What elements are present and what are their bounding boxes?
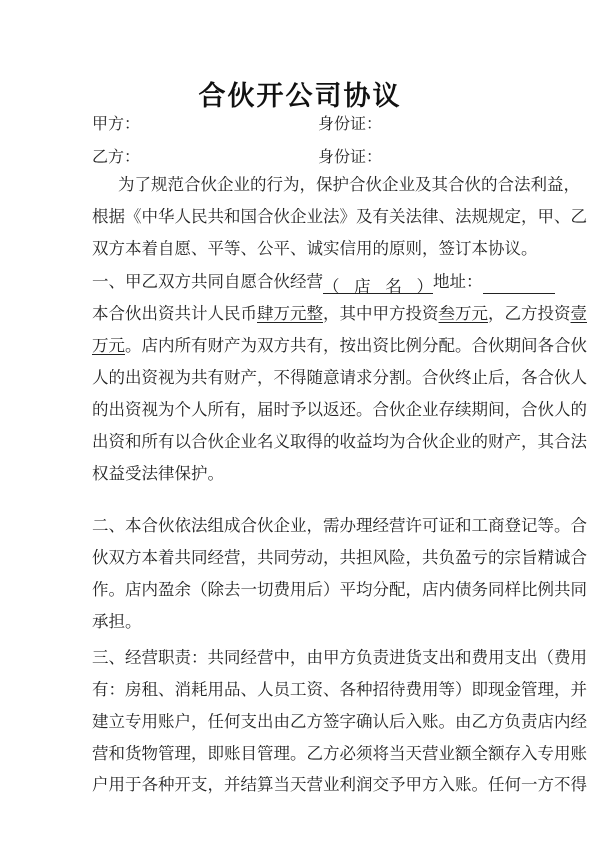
underlined-field: 万元 <box>92 336 125 355</box>
clause-1-line <box>92 430 587 454</box>
clause-2-line <box>92 610 510 634</box>
preamble-line <box>118 173 580 197</box>
text-segment: 有：房租、消耗用品、人员工资、各种招待费用等）即现金管理，并 <box>92 680 587 699</box>
clause-1-line <box>92 302 587 326</box>
clause-3-line <box>92 710 587 734</box>
party-a-id-label: 身份证： <box>318 114 383 133</box>
underlined-field: 壹 <box>570 304 587 323</box>
clause-2-line <box>92 578 587 602</box>
text-segment: ，其中甲方投资 <box>323 304 439 323</box>
party-a-label: 甲方： <box>92 114 141 133</box>
text-segment: 伙双方本着共同经营，共同劳动，共担风险，共负盈亏的宗旨精诚合 <box>92 548 587 567</box>
party-b-id-label: 身份证： <box>318 147 383 166</box>
text-segment: ，乙方投资 <box>488 304 571 323</box>
clause-1-line <box>92 334 587 358</box>
clause-3-line <box>92 678 587 702</box>
text-segment: 根据《中华人民共和国合伙企业法》及有关法律、法规规定，甲、乙 <box>92 207 587 226</box>
text-segment: 出资和所有以合伙企业名义取得的收益均为合伙企业的财产，其合法 <box>92 432 587 451</box>
underlined-field: 肆万元整 <box>257 304 323 323</box>
text-segment: 双方本着自愿、平等、公平、诚实信用的原则，签订本协议。 <box>92 239 538 258</box>
text-segment: 建立专用账户，任何支出由乙方签字确认后入账。由乙方负责店内经 <box>92 712 587 731</box>
text-segment: 作。店内盈余（除去一切费用后）平均分配，店内债务同样比例共同 <box>92 580 587 599</box>
underlined-field: （店名） <box>323 277 433 296</box>
text-segment: 。店内所有财产为双方共有，按出资比例分配。合伙期间各合伙 <box>125 336 587 355</box>
text-segment: 户用于各种开支，并结算当天营业利润交予甲方入账。任何一方不得 <box>92 775 587 794</box>
clause-2-line <box>92 546 587 570</box>
clause-1-line <box>92 398 587 422</box>
clause-1-line <box>92 366 587 390</box>
clause-1-line <box>92 270 510 294</box>
text-segment: 为了规范合伙企业的行为，保护合伙企业及其合伙的合法利益， <box>118 175 580 194</box>
text-segment: 一、甲乙双方共同自愿合伙经营 <box>92 272 323 291</box>
clause-2-line <box>92 514 587 538</box>
preamble-line <box>92 205 587 229</box>
document-title: 合伙开公司协议 <box>198 81 402 112</box>
clause-1-line <box>92 462 510 486</box>
text-segment: 本合伙出资共计人民币 <box>92 304 257 323</box>
text-segment: 二、本合伙依法组成合伙企业，需办理经营许可证和工商登记等。合 <box>92 516 587 535</box>
clause-3-line <box>92 742 587 766</box>
preamble-line <box>92 237 538 261</box>
clause-3-line <box>92 773 587 797</box>
text-segment: 地址： <box>433 272 483 291</box>
underlined-field: 叁万元 <box>438 304 488 323</box>
text-segment: 三、经营职责：共同经营中，由甲方负责进货支出和费用支出（费用 <box>92 648 587 667</box>
underlined-field <box>483 275 555 294</box>
clause-3-line <box>92 646 587 670</box>
text-segment: 的出资视为个人所有，届时予以返还。合伙企业存续期间，合伙人的 <box>92 400 587 419</box>
text-segment: 人的出资视为共有财产，不得随意请求分割。合伙终止后，各合伙人 <box>92 368 587 387</box>
text-segment: 权益受法律保护。 <box>92 464 224 483</box>
party-b-label: 乙方： <box>92 147 141 166</box>
text-segment: 承担。 <box>92 612 142 631</box>
text-segment: 营和货物管理，即账目管理。乙方必须将当天营业额全额存入专用账 <box>92 744 587 763</box>
